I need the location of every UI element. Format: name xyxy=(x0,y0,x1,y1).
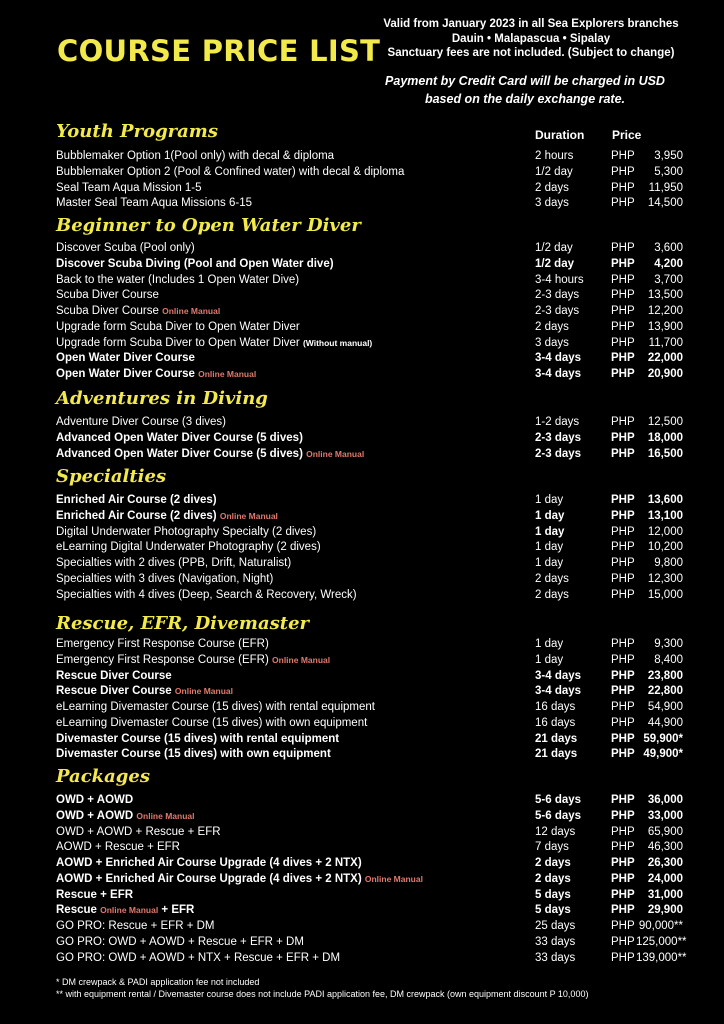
course-name xyxy=(56,636,269,652)
course-name xyxy=(56,683,233,699)
course-duration: 5 days xyxy=(535,904,571,917)
course-name xyxy=(56,350,195,366)
course-price: 12,200 xyxy=(647,305,683,317)
currency-label: PHP xyxy=(611,352,635,365)
course-duration: 5 days xyxy=(535,888,571,901)
course-name-text: Scuba Diver Course xyxy=(56,305,159,317)
course-price: 33,000 xyxy=(647,809,683,822)
course-price: 139,000** xyxy=(636,951,687,964)
course-name xyxy=(56,652,330,668)
course-name-text: Enriched Air Course (2 dives) xyxy=(56,494,217,506)
course-name xyxy=(56,855,362,871)
course-name-text: Master Seal Team Aqua Missions 6-15 xyxy=(56,197,253,210)
course-duration: 3 days xyxy=(535,197,569,210)
currency-label: PHP xyxy=(611,588,635,601)
currency-label: PHP xyxy=(611,431,635,444)
course-duration: 33 days xyxy=(535,951,576,964)
currency-label: PHP xyxy=(611,242,635,254)
course-price: 44,900 xyxy=(647,716,683,729)
currency-label: PHP xyxy=(611,336,635,349)
course-name xyxy=(56,587,357,603)
currency-label: PHP xyxy=(611,416,635,428)
course-name-text: AOWD + Enriched Air Course Upgrade (4 dives + 2 NTX) xyxy=(56,857,362,869)
course-name-text: eLearning Digital Underwater Photography (2 dives) xyxy=(56,541,321,554)
price-row xyxy=(56,303,696,319)
course-duration: 1 day xyxy=(535,525,565,538)
course-price: 23,800 xyxy=(647,669,683,682)
currency-label: PHP xyxy=(611,525,635,538)
online-manual-tag: Online Manual xyxy=(162,306,221,316)
course-price: 10,200 xyxy=(647,541,683,554)
course-name xyxy=(56,446,364,462)
price-row xyxy=(56,587,696,603)
section-title: Adventures in Diving xyxy=(56,388,268,409)
currency-label: PHP xyxy=(611,872,635,885)
course-price: 12,300 xyxy=(647,572,683,585)
course-name xyxy=(56,792,133,808)
course-duration: 21 days xyxy=(535,748,578,761)
price-row xyxy=(56,287,696,303)
course-name-text: AOWD + Rescue + EFR xyxy=(56,841,180,854)
course-duration: 3-4 days xyxy=(535,685,582,698)
course-name xyxy=(56,571,273,587)
course-name xyxy=(56,335,372,351)
currency-label: PHP xyxy=(611,320,635,333)
currency-label: PHP xyxy=(611,685,635,698)
course-duration: 1-2 days xyxy=(535,416,580,428)
online-manual-tag: Online Manual xyxy=(306,448,365,459)
price-row xyxy=(56,887,696,903)
course-price: 36,000 xyxy=(647,794,683,806)
price-column-header: Price xyxy=(612,128,642,142)
course-name-text: Bubblemaker Option 2 (Pool & Confined water) with decal & diploma xyxy=(56,165,405,178)
course-name-text: GO PRO: OWD + AOWD + NTX + Rescue + EFR + DM xyxy=(56,951,341,964)
course-name-text: Specialties with 3 dives (Navigation, Night) xyxy=(56,572,274,585)
price-row xyxy=(56,195,696,211)
course-name xyxy=(56,918,214,934)
price-row xyxy=(56,715,696,731)
course-name xyxy=(56,808,195,824)
price-row xyxy=(56,683,696,699)
course-name xyxy=(56,508,278,524)
course-duration: 2-3 days xyxy=(535,305,580,317)
course-duration: 16 days xyxy=(535,701,576,713)
price-row xyxy=(56,539,696,555)
course-price: 18,000 xyxy=(647,431,683,444)
validity-line: Valid from January 2023 in all Sea Explorers branches xyxy=(383,18,679,30)
duration-column-header: Duration xyxy=(535,128,585,142)
course-name-text: OWD + AOWD xyxy=(56,809,134,822)
course-price: 12,500 xyxy=(647,416,683,428)
price-row xyxy=(56,839,696,855)
course-price: 3,700 xyxy=(654,273,683,286)
price-row xyxy=(56,746,696,762)
currency-label: PHP xyxy=(611,165,635,178)
course-price: 13,100 xyxy=(647,509,683,522)
page-title: COURSE PRICE LIST xyxy=(57,34,381,68)
online-manual-tag: Online Manual xyxy=(174,686,233,697)
course-name-text: Divemaster Course (15 dives) with rental equipment xyxy=(56,732,340,745)
currency-label: PHP xyxy=(611,857,635,869)
course-name xyxy=(56,746,331,762)
price-row xyxy=(56,446,696,462)
currency-label: PHP xyxy=(611,732,635,745)
currency-label: PHP xyxy=(611,716,635,729)
course-name-text: Discover Scuba Diving (Pool and Open Water dive) xyxy=(56,257,334,270)
course-duration: 2 hours xyxy=(535,150,574,162)
price-row xyxy=(56,508,696,524)
course-price: 46,300 xyxy=(647,841,683,854)
currency-label: PHP xyxy=(611,825,635,838)
currency-label: PHP xyxy=(611,653,635,666)
course-name xyxy=(56,164,404,180)
course-name xyxy=(56,871,423,887)
course-duration: 21 days xyxy=(535,732,578,745)
course-name xyxy=(56,195,252,211)
currency-label: PHP xyxy=(611,809,635,822)
section-title: Beginner to Open Water Diver xyxy=(56,215,361,236)
course-price: 3,950 xyxy=(654,150,683,162)
course-name-text: Specialties with 2 dives (PPB, Drift, Naturalist) xyxy=(56,557,292,569)
price-row xyxy=(56,164,696,180)
currency-label: PHP xyxy=(611,920,635,932)
currency-label: PHP xyxy=(611,935,635,948)
currency-label: PHP xyxy=(611,841,635,854)
currency-label: PHP xyxy=(611,368,635,380)
course-name xyxy=(56,414,226,430)
currency-label: PHP xyxy=(611,447,635,460)
course-duration: 2-3 days xyxy=(535,431,582,444)
course-price: 11,950 xyxy=(648,181,683,194)
course-duration: 1 day xyxy=(535,541,564,554)
price-row xyxy=(56,652,696,668)
course-name xyxy=(56,668,172,684)
currency-label: PHP xyxy=(611,257,635,270)
course-name-text: Bubblemaker Option 1(Pool only) with decal & diploma xyxy=(56,150,335,162)
price-row xyxy=(56,319,696,335)
course-duration: 1 day xyxy=(535,653,564,666)
course-price: 90,000** xyxy=(638,920,683,932)
online-manual-tag: Online Manual xyxy=(272,654,331,665)
currency-label: PHP xyxy=(611,638,635,650)
course-price: 4,200 xyxy=(654,257,683,270)
price-row xyxy=(56,414,696,430)
currency-label: PHP xyxy=(611,197,635,210)
course-price: 5,300 xyxy=(654,165,683,178)
course-name-text: eLearning Divemaster Course (15 dives) with rental equipment xyxy=(56,701,375,713)
price-row xyxy=(56,950,696,966)
course-price: 13,900 xyxy=(647,320,683,333)
course-duration: 2 days xyxy=(535,320,569,333)
currency-label: PHP xyxy=(611,701,635,713)
course-name-text: Advanced Open Water Diver Course (5 dives) xyxy=(56,447,303,460)
course-duration: 12 days xyxy=(535,825,576,838)
branches-line: Dauin • Malapascua • Sipalay xyxy=(451,32,611,45)
currency-label: PHP xyxy=(611,904,635,917)
price-row xyxy=(56,699,696,715)
course-name xyxy=(56,699,375,715)
online-manual-tag: Online Manual xyxy=(219,510,278,521)
currency-label: PHP xyxy=(611,951,635,964)
course-duration: 3-4 hours xyxy=(535,273,584,286)
course-duration: 5-6 days xyxy=(535,794,582,806)
course-name-text: Digital Underwater Photography Specialty (2 dives) xyxy=(56,525,317,538)
course-duration: 33 days xyxy=(535,935,576,948)
course-name xyxy=(56,539,321,555)
payment-line: Payment by Credit Card will be charged in USD xyxy=(385,74,665,88)
course-name-text: Back to the water (Includes 1 Open Water Dive) xyxy=(56,273,300,286)
course-name-text: OWD + AOWD xyxy=(56,794,134,806)
currency-label: PHP xyxy=(611,273,635,286)
course-name xyxy=(56,902,194,918)
course-price: 59,900* xyxy=(643,732,683,745)
course-note: (Without manual) xyxy=(302,337,373,348)
course-duration: 3-4 days xyxy=(535,352,582,365)
course-price: 15,000 xyxy=(647,588,683,601)
course-duration: 1 day xyxy=(535,557,564,569)
price-row xyxy=(56,180,696,196)
course-name xyxy=(56,950,340,966)
currency-label: PHP xyxy=(611,150,635,162)
course-duration: 1/2 day xyxy=(535,242,573,254)
currency-label: PHP xyxy=(611,888,635,901)
course-price: 14,500 xyxy=(647,197,683,210)
course-price: 24,000 xyxy=(647,872,683,885)
price-row xyxy=(56,335,696,351)
course-price: 9,800 xyxy=(654,557,683,569)
course-duration: 7 days xyxy=(535,841,569,854)
course-name-text: OWD + AOWD + Rescue + EFR xyxy=(56,825,221,838)
course-name-text: GO PRO: Rescue + EFR + DM xyxy=(56,920,215,932)
price-row xyxy=(56,366,696,382)
course-name-text: Specialties with 4 dives (Deep, Search & Recovery, Wreck) xyxy=(56,588,357,601)
course-name-text: Scuba Diver Course xyxy=(56,289,159,302)
price-row xyxy=(56,256,696,272)
price-row xyxy=(56,492,696,508)
course-name xyxy=(56,555,291,571)
course-duration: 1/2 day xyxy=(535,257,574,270)
course-name xyxy=(56,430,303,446)
course-name-text: Emergency First Response Course (EFR) xyxy=(56,638,269,650)
price-row xyxy=(56,148,696,164)
price-row xyxy=(56,934,696,950)
course-name-text: Upgrade form Scuba Diver to Open Water Diver xyxy=(56,320,300,333)
currency-label: PHP xyxy=(611,494,635,506)
course-name-text: Open Water Diver Course xyxy=(56,368,195,380)
fees-line: Sanctuary fees are not included. (Subject to change) xyxy=(387,47,675,59)
currency-label: PHP xyxy=(611,305,635,317)
online-manual-tag: Online Manual xyxy=(364,873,423,884)
course-name-text: Rescue Diver Course xyxy=(56,669,172,682)
currency-label: PHP xyxy=(611,541,635,554)
price-row xyxy=(56,430,696,446)
currency-label: PHP xyxy=(611,572,635,585)
course-name-text: GO PRO: OWD + AOWD + Rescue + EFR + DM xyxy=(56,935,304,948)
course-name xyxy=(56,303,220,319)
footnote: * DM crewpack & PADI application fee not included xyxy=(56,977,260,987)
currency-label: PHP xyxy=(611,794,635,806)
course-name xyxy=(56,824,221,840)
course-name xyxy=(56,934,304,950)
course-name-text: Discover Scuba (Pool only) xyxy=(56,242,195,254)
price-row xyxy=(56,808,696,824)
course-price: 13,600 xyxy=(647,494,683,506)
course-price: 8,400 xyxy=(654,653,683,666)
price-row xyxy=(56,918,696,934)
course-name-text: Adventure Diver Course (3 dives) xyxy=(56,416,227,428)
course-name xyxy=(56,240,195,256)
price-row xyxy=(56,902,696,918)
online-manual-tag: Online Manual xyxy=(136,810,195,821)
course-name xyxy=(56,492,217,508)
course-price: 31,000 xyxy=(647,888,683,901)
price-row xyxy=(56,350,696,366)
course-name-text: Enriched Air Course (2 dives) xyxy=(56,509,217,522)
price-row xyxy=(56,855,696,871)
price-row xyxy=(56,668,696,684)
course-name-text: Upgrade form Scuba Diver to Open Water Diver xyxy=(56,336,300,349)
course-price: 125,000** xyxy=(636,935,687,948)
course-price: 65,900 xyxy=(647,825,683,838)
currency-label: PHP xyxy=(611,289,635,302)
price-row xyxy=(56,571,696,587)
course-duration: 1 day xyxy=(535,509,565,522)
course-duration: 2-3 days xyxy=(535,447,582,460)
course-name xyxy=(56,366,256,382)
course-name-text: Rescue + EFR xyxy=(56,888,134,901)
course-duration: 2 days xyxy=(535,181,569,194)
course-name xyxy=(56,731,339,747)
currency-label: PHP xyxy=(611,669,635,682)
course-duration: 3-4 days xyxy=(535,368,582,380)
exchange-line: based on the daily exchange rate. xyxy=(424,92,626,106)
payment-info xyxy=(370,72,680,108)
price-row xyxy=(56,240,696,256)
course-name xyxy=(56,180,202,196)
price-row xyxy=(56,871,696,887)
course-name-text: Open Water Diver Course xyxy=(56,352,195,365)
section-title: Specialties xyxy=(56,466,167,487)
section-title: Packages xyxy=(56,766,150,787)
currency-label: PHP xyxy=(611,557,635,569)
course-name-text: Advanced Open Water Diver Course (5 dives) xyxy=(56,431,303,444)
course-duration: 2 days xyxy=(535,872,571,885)
course-price: 9,300 xyxy=(654,638,683,650)
course-price: 29,900 xyxy=(647,904,683,917)
section-title: Youth Programs xyxy=(56,121,218,142)
course-name xyxy=(56,287,159,303)
currency-label: PHP xyxy=(611,748,635,761)
course-duration: 2 days xyxy=(535,857,571,869)
course-name xyxy=(56,524,316,540)
course-duration: 1 day xyxy=(535,494,564,506)
course-name xyxy=(56,319,300,335)
course-price: 3,600 xyxy=(654,242,683,254)
course-name-text: Emergency First Response Course (EFR) xyxy=(56,653,269,666)
price-row xyxy=(56,731,696,747)
online-manual-tag: Online Manual xyxy=(198,369,257,379)
course-name-text: eLearning Divemaster Course (15 dives) with own equipment xyxy=(56,716,368,729)
course-duration: 2 days xyxy=(535,572,569,585)
course-price: 11,700 xyxy=(648,336,683,349)
price-row xyxy=(56,555,696,571)
course-name xyxy=(56,715,367,731)
course-price: 13,500 xyxy=(647,289,683,302)
course-price: 54,900 xyxy=(647,701,683,713)
course-name-suffix: + EFR xyxy=(161,904,195,917)
course-price: 49,900* xyxy=(643,748,683,761)
course-name xyxy=(56,256,334,272)
footnote: ** with equipment rental / Divemaster course does not include PADI application fee, DM crewpack (own equipment discount P 10,000) xyxy=(56,989,589,999)
course-duration: 3-4 days xyxy=(535,669,582,682)
course-name xyxy=(56,839,180,855)
course-price: 20,900 xyxy=(647,368,683,380)
course-name xyxy=(56,887,133,903)
course-duration: 16 days xyxy=(535,716,576,729)
currency-label: PHP xyxy=(611,181,635,194)
section-title: Rescue, EFR, Divemaster xyxy=(56,613,310,634)
course-name xyxy=(56,148,334,164)
course-name-text: Divemaster Course (15 dives) with own equipment xyxy=(56,748,331,761)
course-name-text: Rescue xyxy=(56,904,97,917)
course-duration: 1/2 day xyxy=(535,165,573,178)
course-price: 12,000 xyxy=(647,525,683,538)
price-row xyxy=(56,524,696,540)
course-name-text: Seal Team Aqua Mission 1-5 xyxy=(56,181,202,194)
course-duration: 2-3 days xyxy=(535,289,580,302)
course-price: 26,300 xyxy=(647,857,683,869)
price-row xyxy=(56,792,696,808)
course-name-text: Rescue Diver Course xyxy=(56,685,172,698)
validity-info xyxy=(366,17,696,61)
course-price: 16,500 xyxy=(647,447,683,460)
price-row xyxy=(56,824,696,840)
course-price: 22,800 xyxy=(647,685,683,698)
course-duration: 3 days xyxy=(535,336,569,349)
course-name xyxy=(56,272,299,288)
course-duration: 25 days xyxy=(535,920,576,932)
currency-label: PHP xyxy=(611,509,635,522)
online-manual-tag: Online Manual xyxy=(100,905,159,916)
price-row xyxy=(56,272,696,288)
course-duration: 1 day xyxy=(535,638,564,650)
course-price: 22,000 xyxy=(647,352,683,365)
course-duration: 2 days xyxy=(535,588,569,601)
course-duration: 5-6 days xyxy=(535,809,582,822)
price-row xyxy=(56,636,696,652)
course-name-text: AOWD + Enriched Air Course Upgrade (4 dives + 2 NTX) xyxy=(56,872,362,885)
